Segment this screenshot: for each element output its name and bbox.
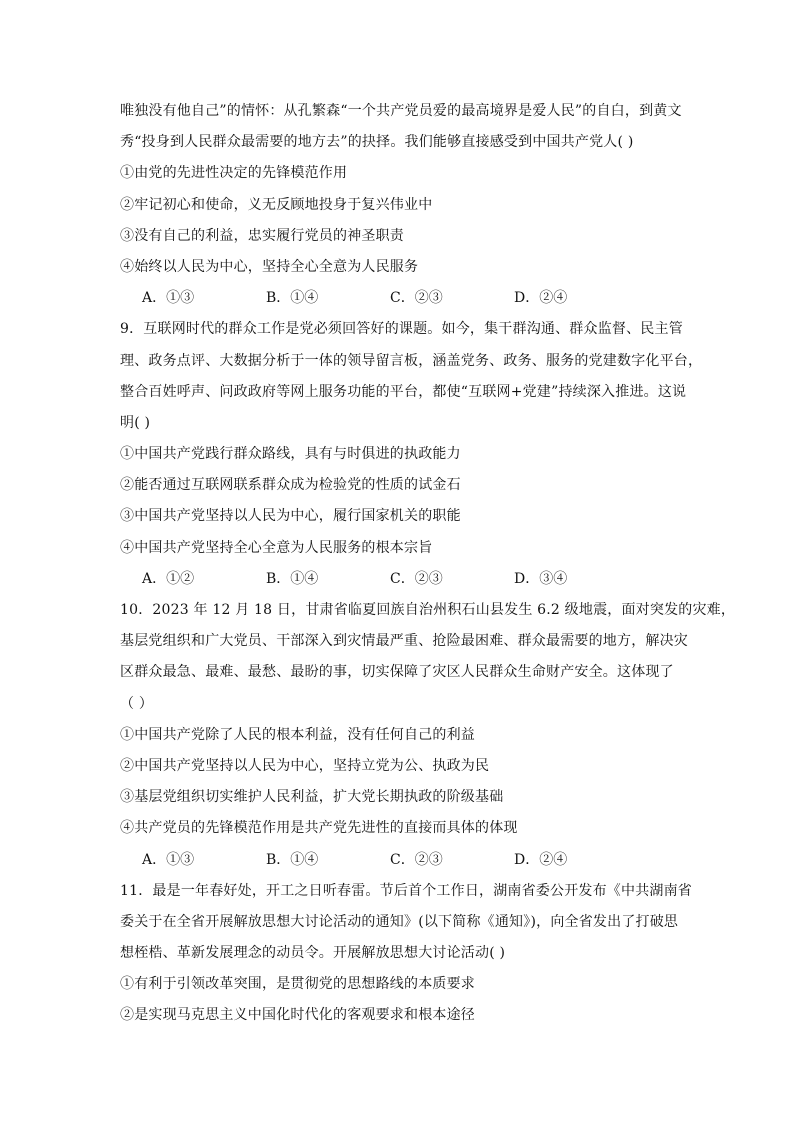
choice-a: A．①②	[142, 570, 195, 587]
question-text: 整合百姓呼声、问政政府等网上服务功能的平台，都使“互联网+党建”持续深入推进。这说	[120, 383, 687, 400]
statement-option: ②能否通过互联网联系群众成为检验党的性质的试金石	[120, 477, 461, 494]
question-9	[120, 314, 703, 595]
choice-d: D．②④	[514, 851, 568, 868]
question-text: 11．最是一年春好处，开工之日听春雷。节后首个工作日，湖南省委公开发布《中共湖南省	[120, 882, 693, 899]
statement-option: ④始终以人民为中心，坚持全心全意为人民服务	[120, 258, 419, 275]
choice-b: B．①④	[266, 851, 319, 868]
question-text: 9．互联网时代的群众工作是党必须回答好的课题。如今，集干群沟通、群众监督、民主管	[120, 321, 683, 338]
choice-a: A．①③	[142, 851, 195, 868]
question-8	[120, 96, 680, 314]
choice-d: D．③④	[514, 570, 568, 587]
answer-choices	[120, 845, 680, 876]
question-text: 明( )	[120, 414, 151, 431]
statement-option: ①中国共产党践行群众路线，具有与时俱进的执政能力	[120, 446, 461, 463]
statement-option: ③中国共产党坚持以人民为中心，履行国家机关的职能	[120, 508, 461, 525]
statement-option: ③没有自己的利益，忠实履行党员的神圣职责	[120, 227, 404, 244]
choice-a: A．①③	[142, 290, 195, 307]
choice-c: C．②③	[390, 851, 443, 868]
question-text: 唯独没有他自己”的情怀：从孔繁森“一个共产党员爱的最高境界是爱人民”的自白，到黄文	[120, 103, 682, 119]
statement-option: ①有利于引领改革突围，是贯彻党的思想路线的本质要求	[120, 976, 475, 993]
question-11	[120, 876, 693, 1032]
choice-c: C．②③	[390, 290, 443, 307]
statement-option: ②是实现马克思主义中国化时代化的客观要求和根本途径	[120, 1007, 475, 1024]
choice-b: B．①④	[266, 290, 319, 307]
answer-choices	[120, 283, 680, 314]
statement-option: ①中国共产党除了人民的根本利益，没有任何自己的利益	[120, 726, 475, 743]
statement-option: ④共产党员的先锋模范作用是共产党先进性的直接而具体的体现	[120, 820, 518, 837]
statement-option: ①由党的先进性决定的先锋模范作用	[120, 165, 348, 182]
statement-option: ②中国共产党坚持以人民为中心，坚持立党为公、执政为民	[120, 757, 490, 774]
choice-b: B．①④	[266, 570, 319, 587]
statement-option: ③基层党组织切实维护人民利益，扩大党长期执政的阶级基础	[120, 789, 504, 806]
statement-option: ②牢记初心和使命，义无反顾地投身于复兴伟业中	[120, 196, 433, 213]
exam-page	[120, 96, 736, 1032]
choice-c: C．②③	[390, 570, 443, 587]
question-text: 理、政务点评、大数据分析于一体的领导留言板，涵盖党务、政务、服务的党建数字化平台，	[120, 352, 703, 369]
question-text: （ ）	[120, 695, 154, 712]
question-text: 区群众最急、最难、最愁、最盼的事，切实保障了灾区人民群众生命财产安全。这体现了	[120, 664, 674, 681]
question-text: 秀“投身到人民群众最需要的地方去”的抉择。我们能够直接感受到中国共产党人( )	[120, 134, 634, 151]
question-text: 基层党组织和广大党员、干部深入到灾情最严重、抢险最困难、群众最需要的地方，解决灾	[120, 633, 688, 650]
answer-choices	[120, 564, 680, 595]
question-text: 委关于在全省开展解放思想大讨论活动的通知》(以下简称《通知》)，向全省发出了打破思	[120, 913, 679, 930]
statement-option: ④中国共产党坚持全心全意为人民服务的根本宗旨	[120, 539, 433, 556]
question-text: 10．2023 年 12 月 18 日，甘肃省临夏回族自治州积石山县发生 6.2 级地震，面对突发的灾难，	[120, 602, 736, 618]
choice-d: D．②④	[514, 290, 568, 307]
question-10	[120, 595, 736, 876]
question-text: 想桎梏、革新发展理念的动员令。开展解放思想大讨论活动( )	[120, 945, 506, 962]
